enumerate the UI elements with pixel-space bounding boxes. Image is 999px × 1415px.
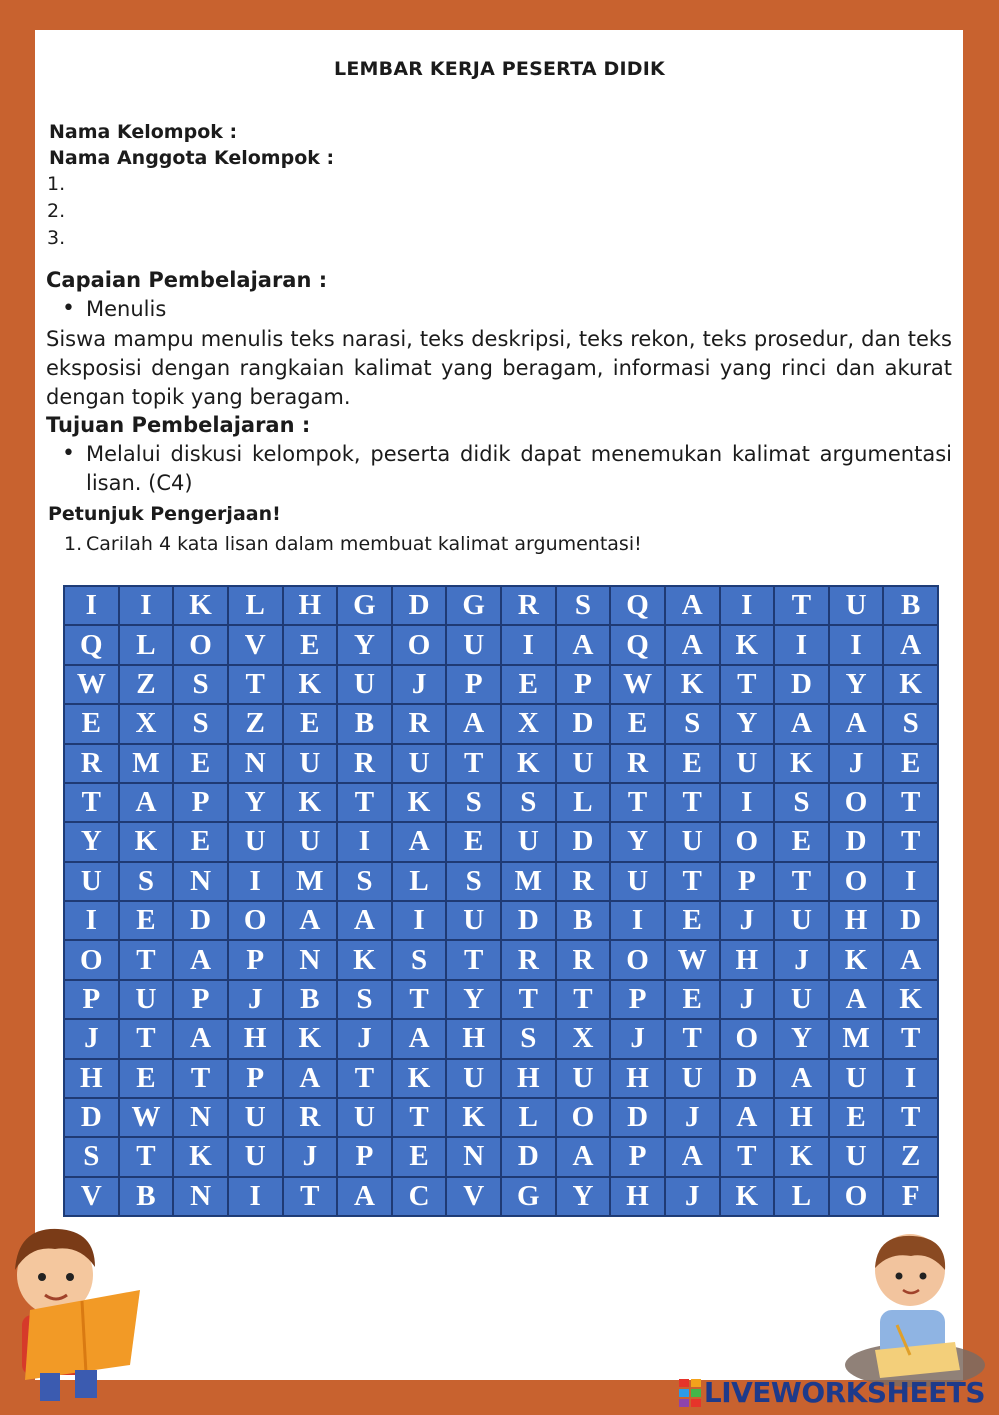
step-number: 1. [64,533,83,555]
grid-cell[interactable]: U [283,822,338,861]
grid-cell[interactable]: Q [610,586,665,625]
grid-cell[interactable]: K [283,783,338,822]
grid-cell[interactable]: T [720,1137,775,1176]
grid-cell[interactable]: D [501,901,556,940]
grid-cell[interactable]: E [119,1059,174,1098]
grid-cell[interactable]: V [446,1177,501,1216]
group-members-label: Nama Anggota Kelompok : [49,147,335,169]
grid-cell[interactable]: K [774,1137,829,1176]
grid-cell[interactable]: R [501,940,556,979]
grid-cell[interactable]: P [446,665,501,704]
grid-cell[interactable]: I [64,586,119,625]
grid-cell[interactable]: Y [337,625,392,664]
grid-cell[interactable]: S [337,862,392,901]
grid-cell[interactable]: U [556,1059,611,1098]
grid-cell[interactable]: N [173,1177,228,1216]
grid-cell[interactable]: L [556,783,611,822]
grid-cell[interactable]: E [501,665,556,704]
grid-cell[interactable]: J [829,744,884,783]
grid-cell[interactable]: A [173,940,228,979]
grid-cell[interactable]: U [337,1098,392,1137]
grid-cell[interactable]: A [774,1059,829,1098]
grid-cell[interactable]: U [64,862,119,901]
grid-cell[interactable]: A [392,1019,447,1058]
grid-cell[interactable]: S [392,940,447,979]
grid-cell[interactable]: U [228,822,283,861]
bullet-dot: • [62,296,75,321]
grid-cell[interactable]: E [173,822,228,861]
grid-cell[interactable]: L [119,625,174,664]
grid-cell[interactable]: E [64,704,119,743]
child-reading-illustration [0,1215,150,1405]
grid-cell[interactable]: A [392,822,447,861]
grid-cell[interactable]: P [610,1137,665,1176]
grid-cell[interactable]: J [665,1177,720,1216]
grid-cell[interactable]: S [501,1019,556,1058]
grid-cell[interactable]: K [501,744,556,783]
grid-cell[interactable]: H [446,1019,501,1058]
grid-cell[interactable]: K [283,1019,338,1058]
grid-cell[interactable]: E [774,822,829,861]
grid-cell[interactable]: I [64,901,119,940]
grid-cell[interactable]: U [665,822,720,861]
grid-cell[interactable]: J [337,1019,392,1058]
grid-cell[interactable]: U [119,980,174,1019]
grid-cell[interactable]: O [173,625,228,664]
grid-cell[interactable]: A [720,1098,775,1137]
grid-cell[interactable]: K [774,744,829,783]
member-number-3: 3. [47,227,66,249]
grid-cell[interactable]: D [556,704,611,743]
grid-cell[interactable]: P [173,783,228,822]
step-text: Carilah 4 kata lisan dalam membuat kalimat argumentasi! [86,533,642,555]
grid-cell[interactable]: O [720,822,775,861]
grid-cell[interactable]: H [228,1019,283,1058]
grid-cell[interactable]: T [883,783,938,822]
grid-cell[interactable]: Y [446,980,501,1019]
grid-cell[interactable]: K [392,1059,447,1098]
grid-cell[interactable]: M [119,744,174,783]
grid-cell[interactable]: A [829,980,884,1019]
grid-cell[interactable]: D [720,1059,775,1098]
grid-cell[interactable]: K [883,665,938,704]
grid-cell[interactable]: Y [720,704,775,743]
grid-cell[interactable]: O [392,625,447,664]
grid-cell[interactable]: J [610,1019,665,1058]
grid-cell[interactable]: A [337,901,392,940]
grid-cell[interactable]: T [883,1098,938,1137]
grid-cell[interactable]: N [173,1098,228,1137]
grid-cell[interactable]: F [883,1177,938,1216]
grid-cell[interactable]: A [556,625,611,664]
grid-cell[interactable]: R [501,586,556,625]
grid-cell[interactable]: J [720,901,775,940]
grid-cell[interactable]: U [556,744,611,783]
grid-cell[interactable]: X [119,704,174,743]
grid-cell[interactable]: I [119,586,174,625]
grid-cell[interactable]: S [665,704,720,743]
grid-cell[interactable]: A [119,783,174,822]
grid-cell[interactable]: M [501,862,556,901]
tujuan-bullet-line1: Melalui diskusi kelompok, peserta didik dapat menemukan kalimat argumentasi [86,442,952,466]
grid-cell[interactable]: G [337,586,392,625]
grid-cell[interactable]: A [774,704,829,743]
grid-cell[interactable]: J [720,980,775,1019]
grid-cell[interactable]: U [774,901,829,940]
grid-cell[interactable]: M [829,1019,884,1058]
grid-cell[interactable]: U [501,822,556,861]
member-number-2: 2. [47,200,66,222]
grid-cell[interactable]: U [774,980,829,1019]
grid-cell[interactable]: D [774,665,829,704]
grid-cell[interactable]: D [501,1137,556,1176]
grid-cell[interactable]: H [610,1177,665,1216]
grid-cell[interactable]: K [119,822,174,861]
grid-cell[interactable]: L [228,586,283,625]
tujuan-bullet-line2: lisan. (C4) [86,471,193,495]
grid-cell[interactable]: T [774,862,829,901]
grid-cell[interactable]: T [883,822,938,861]
grid-cell[interactable]: E [392,1137,447,1176]
grid-cell[interactable]: B [556,901,611,940]
grid-cell[interactable]: R [283,1098,338,1137]
grid-cell[interactable]: S [556,586,611,625]
grid-cell[interactable]: I [392,901,447,940]
grid-cell[interactable]: I [337,822,392,861]
grid-cell[interactable]: S [446,783,501,822]
grid-cell[interactable]: H [501,1059,556,1098]
grid-cell[interactable]: W [119,1098,174,1137]
grid-cell[interactable]: M [283,862,338,901]
grid-cell[interactable]: D [883,901,938,940]
grid-cell[interactable]: D [829,822,884,861]
grid-cell[interactable]: L [501,1098,556,1137]
grid-cell[interactable]: N [283,940,338,979]
grid-cell[interactable]: R [556,940,611,979]
grid-cell[interactable]: P [228,1059,283,1098]
grid-cell[interactable]: T [665,1019,720,1058]
grid-cell[interactable]: X [556,1019,611,1058]
grid-cell[interactable]: H [283,586,338,625]
grid-cell[interactable]: I [720,586,775,625]
grid-cell[interactable]: T [665,862,720,901]
grid-cell[interactable]: S [64,1137,119,1176]
grid-cell[interactable]: I [774,625,829,664]
grid-cell[interactable]: U [446,625,501,664]
grid-cell[interactable]: T [64,783,119,822]
page-title: LEMBAR KERJA PESERTA DIDIK [334,58,665,80]
grid-cell[interactable]: R [610,744,665,783]
grid-cell[interactable]: T [228,665,283,704]
grid-cell[interactable]: Y [64,822,119,861]
grid-cell[interactable]: U [829,1137,884,1176]
grid-cell[interactable]: U [720,744,775,783]
grid-cell[interactable]: U [392,744,447,783]
grid-cell[interactable]: T [392,980,447,1019]
grid-cell[interactable]: T [883,1019,938,1058]
grid-cell[interactable]: D [610,1098,665,1137]
grid-cell[interactable]: U [446,1059,501,1098]
grid-cell[interactable]: P [337,1137,392,1176]
grid-cell[interactable]: I [883,1059,938,1098]
grid-cell[interactable]: Z [883,1137,938,1176]
child-writing-illustration [835,1230,990,1390]
grid-cell[interactable]: K [337,940,392,979]
grid-cell[interactable]: B [119,1177,174,1216]
grid-cell[interactable]: R [392,704,447,743]
grid-cell[interactable]: Y [829,665,884,704]
grid-cell[interactable]: N [173,862,228,901]
grid-cell[interactable]: E [119,901,174,940]
capaian-heading: Capaian Pembelajaran : [46,268,328,292]
grid-cell[interactable]: U [228,1098,283,1137]
grid-cell[interactable]: Y [228,783,283,822]
grid-cell[interactable]: B [883,586,938,625]
grid-cell[interactable]: K [392,783,447,822]
grid-cell[interactable]: H [610,1059,665,1098]
grid-cell[interactable]: N [228,744,283,783]
grid-cell[interactable]: J [392,665,447,704]
grid-cell[interactable]: T [774,586,829,625]
grid-cell[interactable]: S [119,862,174,901]
grid-cell[interactable]: T [392,1098,447,1137]
grid-cell[interactable]: U [665,1059,720,1098]
grid-cell[interactable]: I [829,625,884,664]
grid-cell[interactable]: J [774,940,829,979]
grid-cell[interactable]: T [119,1137,174,1176]
grid-cell[interactable]: Y [774,1019,829,1058]
grid-cell[interactable]: S [774,783,829,822]
grid-cell[interactable]: U [283,744,338,783]
grid-cell[interactable]: T [337,1059,392,1098]
grid-cell[interactable]: E [283,625,338,664]
grid-cell[interactable]: H [64,1059,119,1098]
grid-cell[interactable]: E [446,822,501,861]
grid-cell[interactable]: L [774,1177,829,1216]
tujuan-heading: Tujuan Pembelajaran : [46,413,311,437]
grid-cell[interactable]: Y [610,822,665,861]
grid-cell[interactable]: T [501,980,556,1019]
grid-cell[interactable]: O [556,1098,611,1137]
grid-cell[interactable]: E [665,901,720,940]
grid-cell[interactable]: A [665,1137,720,1176]
grid-cell[interactable]: O [720,1019,775,1058]
grid-cell[interactable]: A [337,1177,392,1216]
grid-cell[interactable]: A [665,625,720,664]
grid-cell[interactable]: J [283,1137,338,1176]
grid-cell[interactable]: D [556,822,611,861]
grid-cell[interactable]: E [665,744,720,783]
word-search-grid [63,585,939,1217]
grid-cell[interactable]: E [829,1098,884,1137]
grid-cell[interactable]: H [829,901,884,940]
grid-cell[interactable]: S [337,980,392,1019]
grid-cell[interactable]: Z [119,665,174,704]
grid-cell[interactable]: O [228,901,283,940]
grid-cell[interactable]: T [665,783,720,822]
grid-cell[interactable]: K [173,586,228,625]
grid-cell[interactable]: A [283,901,338,940]
grid-cell[interactable]: P [556,665,611,704]
grid-cell[interactable]: B [283,980,338,1019]
grid-cell[interactable]: A [446,704,501,743]
grid-cell[interactable]: A [883,940,938,979]
grid-cell[interactable]: P [228,940,283,979]
grid-cell[interactable]: P [64,980,119,1019]
grid-cell[interactable]: T [283,1177,338,1216]
grid-cell[interactable]: E [610,704,665,743]
grid-cell[interactable]: T [337,783,392,822]
grid-cell[interactable]: X [501,704,556,743]
grid-cell[interactable]: P [720,862,775,901]
grid-cell[interactable]: U [446,901,501,940]
grid-cell[interactable]: G [501,1177,556,1216]
grid-cell[interactable]: K [283,665,338,704]
grid-cell[interactable]: A [829,704,884,743]
grid-cell[interactable]: S [501,783,556,822]
grid-cell[interactable]: A [556,1137,611,1176]
grid-cell[interactable]: E [283,704,338,743]
grid-cell[interactable]: I [610,901,665,940]
grid-cell[interactable]: G [446,586,501,625]
grid-cell[interactable]: U [829,586,884,625]
grid-cell[interactable]: T [119,1019,174,1058]
grid-cell[interactable]: J [228,980,283,1019]
grid-cell[interactable]: V [228,625,283,664]
grid-cell[interactable]: K [720,1177,775,1216]
grid-cell[interactable]: I [228,862,283,901]
grid-cell[interactable]: A [665,586,720,625]
grid-cell[interactable]: J [665,1098,720,1137]
grid-cell[interactable]: U [610,862,665,901]
grid-cell[interactable]: R [64,744,119,783]
grid-cell[interactable]: W [665,940,720,979]
grid-cell[interactable]: T [720,665,775,704]
grid-cell[interactable]: U [829,1059,884,1098]
grid-cell[interactable]: O [610,940,665,979]
grid-cell[interactable]: D [392,586,447,625]
grid-cell[interactable]: S [883,704,938,743]
grid-cell[interactable]: Q [64,625,119,664]
grid-cell[interactable]: K [446,1098,501,1137]
grid-cell[interactable]: S [173,665,228,704]
petunjuk-heading: Petunjuk Pengerjaan! [48,503,281,525]
grid-cell[interactable]: O [64,940,119,979]
grid-cell[interactable]: P [610,980,665,1019]
grid-cell[interactable]: H [720,940,775,979]
grid-cell[interactable]: O [829,783,884,822]
grid-cell[interactable]: K [665,665,720,704]
grid-cell[interactable]: K [883,980,938,1019]
grid-cell[interactable]: U [228,1137,283,1176]
grid-cell[interactable]: Y [556,1177,611,1216]
grid-cell[interactable]: R [556,862,611,901]
liveworksheets-mark-icon [679,1379,701,1407]
grid-cell[interactable]: P [173,980,228,1019]
grid-cell[interactable]: T [446,744,501,783]
grid-cell[interactable]: B [337,704,392,743]
grid-cell[interactable]: E [665,980,720,1019]
grid-cell[interactable]: T [173,1059,228,1098]
liveworksheets-brand: LIVEWORKSHEETS [703,1376,985,1409]
grid-cell[interactable]: T [556,980,611,1019]
grid-cell[interactable]: S [446,862,501,901]
group-name-label: Nama Kelompok : [49,121,238,143]
grid-cell[interactable]: I [228,1177,283,1216]
grid-cell[interactable]: K [829,940,884,979]
grid-cell[interactable]: W [64,665,119,704]
grid-cell[interactable]: I [720,783,775,822]
grid-cell[interactable]: C [392,1177,447,1216]
grid-cell[interactable]: L [392,862,447,901]
grid-cell[interactable]: Z [228,704,283,743]
grid-cell[interactable]: D [64,1098,119,1137]
grid-cell[interactable]: W [610,665,665,704]
grid-cell[interactable]: K [173,1137,228,1176]
grid-cell[interactable]: S [173,704,228,743]
bullet-dot: • [62,441,75,466]
grid-cell[interactable]: O [829,862,884,901]
grid-cell[interactable]: K [720,625,775,664]
grid-cell[interactable]: J [64,1019,119,1058]
grid-cell[interactable]: A [173,1019,228,1058]
grid-cell[interactable]: T [446,940,501,979]
grid-cell[interactable]: E [173,744,228,783]
grid-cell[interactable]: D [173,901,228,940]
grid-cell[interactable]: I [501,625,556,664]
grid-cell[interactable]: E [883,744,938,783]
grid-cell[interactable]: I [883,862,938,901]
grid-cell[interactable]: U [337,665,392,704]
grid-cell[interactable]: Q [610,625,665,664]
grid-cell[interactable]: T [610,783,665,822]
grid-cell[interactable]: N [446,1137,501,1176]
liveworksheets-logo[interactable] [679,1376,985,1409]
grid-cell[interactable]: A [283,1059,338,1098]
grid-cell[interactable]: V [64,1177,119,1216]
capaian-bullet: Menulis [86,297,167,321]
member-number-1: 1. [47,173,66,195]
grid-cell[interactable]: T [119,940,174,979]
grid-cell[interactable]: O [829,1177,884,1216]
grid-cell[interactable]: R [337,744,392,783]
capaian-paragraph: Siswa mampu menulis teks narasi, teks deskripsi, teks rekon, teks prosedur, dan teks eksposisi dengan rangkaian kalimat yang beragam, informasi yang rinci dan akurat dengan topik yang beragam. [46,327,952,409]
grid-cell[interactable]: H [774,1098,829,1137]
grid-cell[interactable]: A [883,625,938,664]
